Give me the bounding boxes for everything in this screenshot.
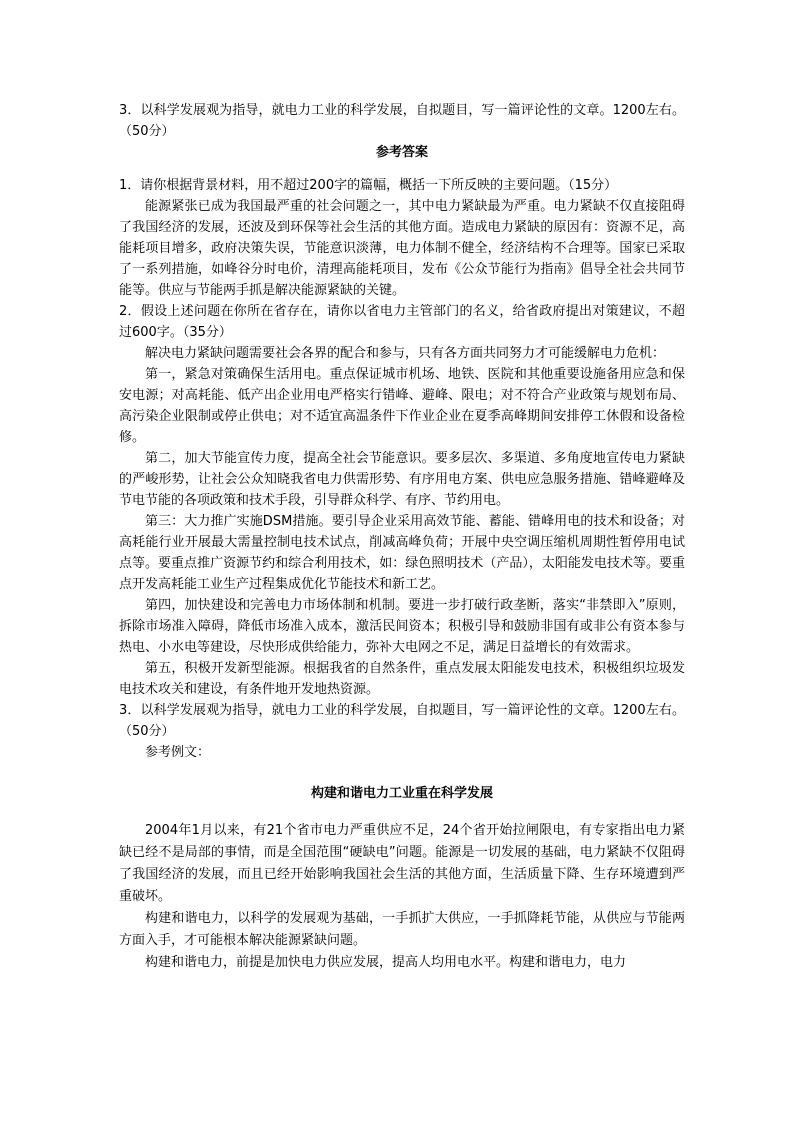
question-3: 3．以科学发展观为指导，就电力工业的科学发展，自拟题目，写一篇评论性的文章。1200左右。（50分）: [119, 703, 685, 739]
essay-body: [119, 820, 685, 974]
answer-2-point-3: 第三：大力推广实施DSM措施。要引导企业采用高效节能、蓄能、错峰用电的技术和设备；对高耗能行业开展最大需量控制电技术试点，削减高峰负荷；开展中央空调压缩机周期性暂停用电试点等。要重点推广资源节约和综合利用技术，如：绿色照明技术（产品），太阳能发电技术等。要重点开发高耗能工业生产过程集成优化节能技术和新工艺。: [119, 514, 685, 592]
question-3-intro: 3．以科学发展观为指导，就电力工业的科学发展，自拟题目，写一篇评论性的文章。1200左右。（50分）: [119, 103, 685, 139]
essay-paragraph-2: 构建和谐电力，以科学的发展观为基础，一手抓扩大供应，一手抓降耗节能，从供应与节能两方面入手，才可能根本解决能源紧缺问题。: [119, 911, 685, 948]
question-2: 2．假设上述问题在你所在省存在，请你以省电力主管部门的名义，给省政府提出对策建议，不超过600字。（35分）: [119, 304, 685, 340]
reference-answer-title: 参考答案: [375, 145, 428, 160]
answer-3-intro: 参考例文：: [145, 745, 211, 760]
document-body: [119, 100, 685, 974]
answer-2-point-4: 第四，加快建设和完善电力市场体制和机制。要进一步打破行政垄断，落实“非禁即入”原则，拆除市场准入障碍，降低市场准入成本，激活民间资本；积极引导和鼓励非国有或非公有资本参与热电、小水电等建设，尽快形成供给能力，弥补大电网之不足，满足日益增长的有效需求。: [119, 598, 685, 655]
essay-paragraph-3: 构建和谐电力，前提是加快电力供应发展，提高人均用电水平。构建和谐电力，电力: [145, 955, 627, 970]
answer-2-point-5: 第五，积极开发新型能源。根据我省的自然条件，重点发展太阳能发电技术，积极组织垃圾发电技术攻关和建设，有条件地开发地热资源。: [119, 661, 685, 697]
question-1: 1．请你根据背景材料，用不超过200字的篇幅，概括一下所反映的主要问题。（15分）: [119, 178, 618, 193]
answer-1: 能源紧张已成为我国最严重的社会问题之一，其中电力紧缺最为严重。电力紧缺不仅直接阻碍了我国经济的发展，还波及到环保等社会生活的其他方面。造成电力紧缺的原因有：资源不足，高能耗项目增多，政府决策失误，节能意识淡薄，电力体制不健全，经济结构不合理等。国家已采取了一系列措施，如峰谷分时电价，清理高能耗项目，发布《公众节能行为指南》倡导全社会共同节能等。供应与节能两手抓是解决能源紧缺的关键。: [119, 199, 685, 298]
answer-2-intro: 解决电力紧缺问题需要社会各界的配合和参与，只有各方面共同努力才可能缓解电力危机：: [145, 346, 666, 361]
essay-title: 构建和谐电力工业重在科学发展: [310, 786, 493, 801]
essay-paragraph-1: 2004年1月以来，有21个省市电力严重供应不足，24个省开始拉闸限电，有专家指出电力紧缺已经不是局部的事情，而是全国范围“硬缺电”问题。能源是一切发展的基础，电力紧缺不仅阻碍了我国经济的发展，而且已经开始影响我国社会生活的其他方面，生活质量下降、生存环境遭到严重破坏。: [119, 823, 685, 904]
answer-2-point-1: 第一，紧急对策确保生活用电。重点保证城市机场、地铁、医院和其他重要设施备用应急和保安电源；对高耗能、低产出企业用电严格实行错峰、避峰、限电；对不符合产业政策与规划布局、高污染企业限制或停止供电；对不适宜高温条件下作业企业在夏季高峰期间安排停工休假和设备检修。: [119, 367, 685, 445]
answer-2-point-2: 第二，加大节能宣传力度，提高全社会节能意识。要多层次、多渠道、多角度地宣传电力紧缺的严峻形势，让社会公众知晓我省电力供需形势、有序用电方案、供电应急服务措施、错峰避峰及节电节能的各项政策和技术手段，引导群众科学、有序、节约用电。: [119, 451, 685, 508]
